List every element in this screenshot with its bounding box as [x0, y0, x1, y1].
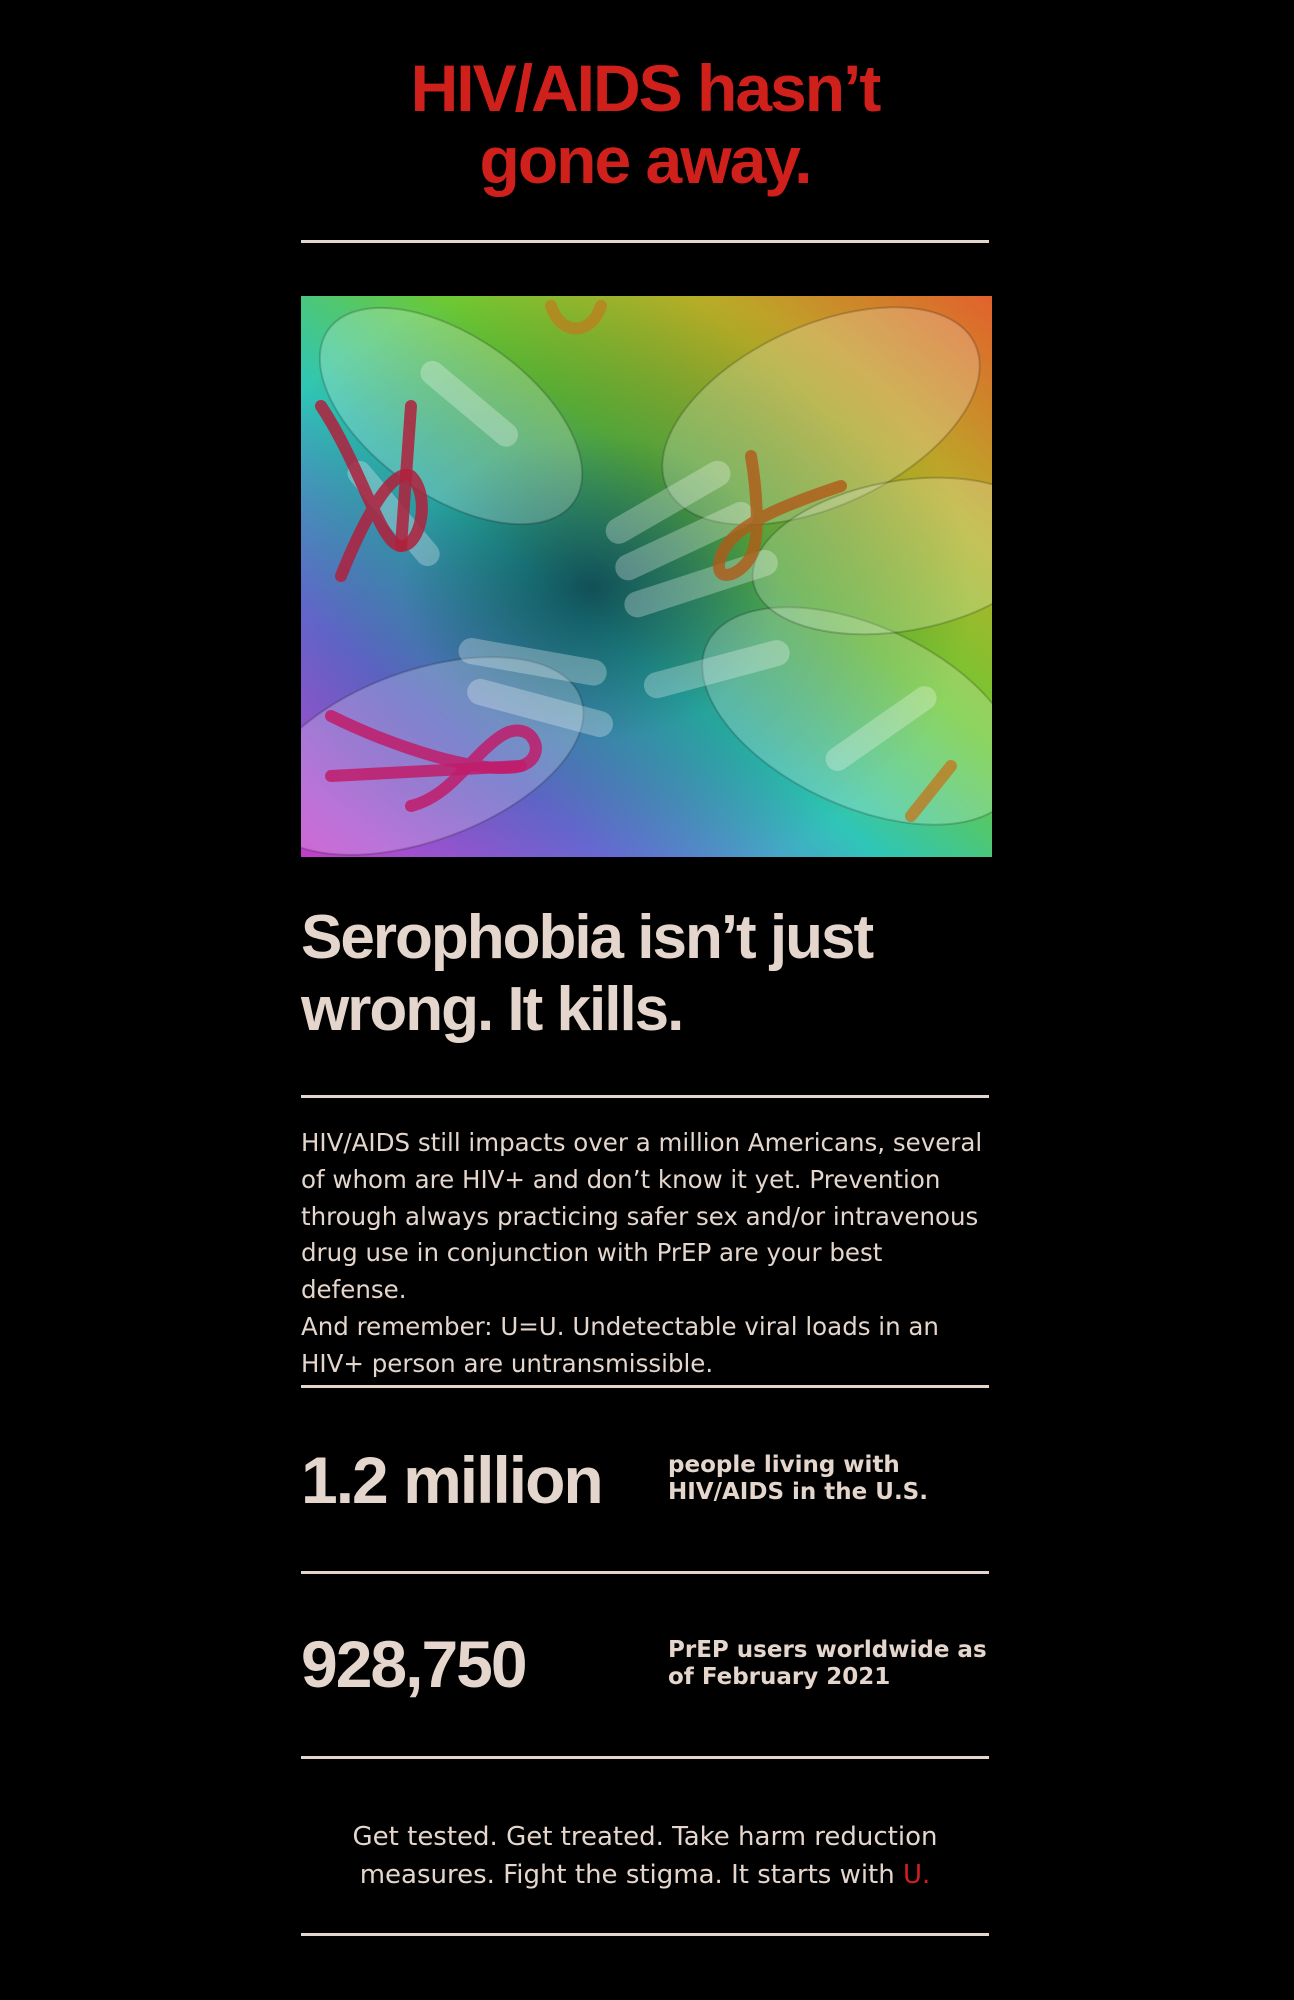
subhead-line-1: Serophobia isn’t just [301, 903, 873, 972]
body-line: through always practicing safer sex and/or intravenous [301, 1201, 979, 1231]
hands-ribbons-photo [301, 296, 992, 857]
stat-label-line: HIV/AIDS in the U.S. [668, 1479, 928, 1505]
stat-label-prep-users [668, 1637, 988, 1691]
divider [301, 1571, 989, 1574]
cta-line-2 [301, 1856, 989, 1894]
cta-accent-u: U. [903, 1860, 931, 1890]
body-line: HIV/AIDS still impacts over a million Americans, several [301, 1128, 983, 1157]
stat-label-people-living [668, 1452, 988, 1506]
body-line: drug use in conjunction with PrEP are your best defense. [301, 1238, 883, 1305]
cta-line-1: Get tested. Get treated. Take harm reduction [352, 1822, 938, 1852]
stat-label-line: of February 2021 [668, 1664, 891, 1690]
divider [301, 1756, 989, 1759]
body-line: of whom are HIV+ and don’t know it yet. Prevention [301, 1164, 941, 1194]
stat-value-prep-users: 928,750 [301, 1627, 526, 1701]
headline-line-1: HIV/AIDS hasn’t [410, 51, 880, 125]
hands-with-ribbons-image [301, 296, 992, 857]
stat-value-people-living: 1.2 million [301, 1443, 602, 1517]
divider [301, 1933, 989, 1936]
stat-label-line: people living with [668, 1452, 900, 1478]
section-subhead [301, 902, 991, 1046]
divider [301, 1385, 989, 1388]
page-headline [301, 52, 989, 196]
subhead-line-2: wrong. It kills. [301, 975, 683, 1044]
call-to-action [301, 1818, 989, 1894]
divider [301, 1095, 989, 1098]
cta-line-2-text: measures. Fight the stigma. It starts with [359, 1860, 903, 1890]
body-paragraph [301, 1125, 989, 1383]
stat-label-line: PrEP users worldwide as [668, 1637, 987, 1663]
headline-line-2: gone away. [479, 123, 811, 197]
divider [301, 240, 989, 243]
body-line: And remember: U=U. Undetectable viral loads in an [301, 1311, 939, 1341]
body-line: HIV+ person are untransmissible. [301, 1348, 714, 1378]
